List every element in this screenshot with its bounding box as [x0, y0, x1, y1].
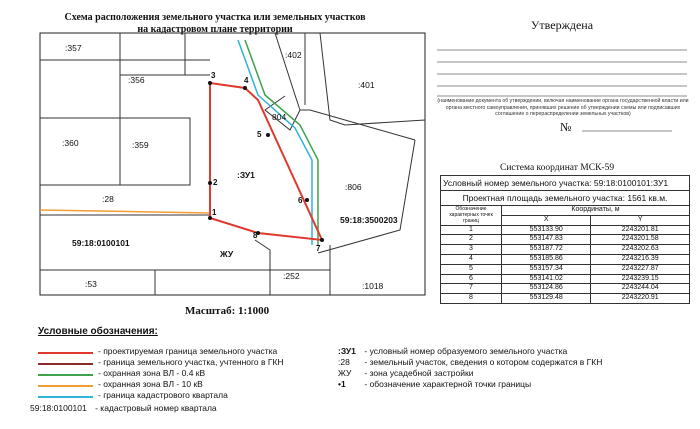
table-area-row: Проектная площадь земельного участка: 1561 кв.м. — [441, 191, 690, 206]
table-row — [441, 294, 690, 304]
row-y: 2243201.81 — [591, 225, 690, 235]
vl10-zone — [40, 210, 210, 213]
row-point: 8 — [441, 294, 502, 304]
row-point: 2 — [441, 235, 502, 245]
row-y: 2243220.91 — [591, 294, 690, 304]
parcel-label-360: :360 — [62, 138, 79, 148]
legend-item-registered — [38, 357, 328, 367]
row-y: 2243239.15 — [591, 274, 690, 284]
legend-swatch — [38, 352, 93, 354]
legend-swatch — [38, 385, 93, 387]
row-x: 553147.83 — [502, 235, 591, 245]
approved-heading: Утверждена — [530, 18, 594, 32]
parcel-label-806: :806 — [345, 182, 362, 192]
legend-symbol: :ЗУ1 — [338, 346, 356, 356]
parcel-label-356: :356 — [128, 75, 145, 85]
row-x: 553185.86 — [502, 254, 591, 264]
legend-text: - проектируемая граница земельного участка — [98, 346, 278, 356]
vl04-zone — [245, 40, 318, 245]
parcel-label-402: :402 — [285, 50, 302, 60]
title-line-1: Схема расположения земельного участка или земельных участков — [64, 12, 366, 23]
table-row — [441, 235, 690, 245]
zone-label-zhu: ЖУ — [220, 249, 234, 259]
legend-item-vl10 — [38, 379, 328, 389]
legend-symbol: :28 — [338, 357, 350, 367]
row-point: 1 — [441, 225, 502, 235]
title-line-2: на кадастровом плане территории — [137, 24, 293, 35]
row-x: 553124.86 — [502, 284, 591, 294]
table-row — [441, 264, 690, 274]
legend-symbol: ЖУ — [338, 368, 352, 378]
legend-text: - условный номер образуемого земельного участка — [364, 346, 568, 356]
table-header-x: X — [502, 215, 591, 225]
row-x: 553157.34 — [502, 264, 591, 274]
approval-note: (наименование документа об утверждении, включая наименование органа государственной власти или органа местного самоуправления, принявших решение об утверждении схемы или подписавших соглашение о перераспределении земельных участков) — [437, 98, 689, 117]
legend-swatch — [38, 363, 93, 365]
legend-text: - граница кадастрового квартала — [98, 390, 228, 400]
quarter-label-left: 59:18:0100101 — [72, 238, 130, 248]
table-row — [441, 284, 690, 294]
boundary-point-6 — [305, 198, 309, 202]
legend-symbol-28 — [338, 357, 602, 367]
table-row — [441, 254, 690, 264]
parcel-label-359: :359 — [132, 140, 149, 150]
map-scale: Масштаб: 1:1000 — [185, 305, 270, 317]
legend-item-quarter-number — [30, 403, 217, 413]
point-label-4: 4 — [244, 76, 249, 85]
boundary-point-4 — [243, 86, 247, 90]
legend-text: - охранная зона ВЛ - 10 кВ — [98, 379, 203, 389]
parcel-label-53: :53 — [85, 279, 97, 289]
legend-symbol: •1 — [338, 379, 346, 389]
point-label-7: 7 — [316, 244, 321, 253]
legend-text: - зона усадебной застройки — [364, 368, 474, 378]
row-y: 2243227.87 — [591, 264, 690, 274]
legend-item-vl04 — [38, 368, 328, 378]
legend-text: - кадастровый номер квартала — [95, 403, 217, 413]
legend-item-quarter-boundary — [38, 390, 328, 400]
row-point: 6 — [441, 274, 502, 284]
parcel-label-1018: :1018 — [362, 281, 384, 291]
legend-text: - охранная зона ВЛ - 0.4 кВ — [98, 368, 206, 378]
parcel-label-401: :401 — [358, 80, 375, 90]
table-row — [441, 225, 690, 235]
boundary-points — [208, 81, 324, 242]
point-label-1: 1 — [212, 208, 217, 217]
legend-symbol-zu1 — [338, 346, 567, 356]
legend-text: - земельный участок, сведения о котором содержатся в ГКН — [364, 357, 603, 367]
row-x: 553141.02 — [502, 274, 591, 284]
legend-swatch — [38, 396, 93, 398]
table-header-coords: Координаты, м — [502, 206, 690, 216]
parcel-label-357: :357 — [65, 43, 82, 53]
row-point: 7 — [441, 284, 502, 294]
point-label-8: 8 — [253, 231, 258, 240]
parcel-label-28: :28 — [102, 194, 114, 204]
row-point: 5 — [441, 264, 502, 274]
table-parcel-row: Условный номер земельного участка: 59:18:0100101:ЗУ1 — [441, 176, 690, 191]
legend-title: Условные обозначения: — [38, 326, 158, 337]
row-y: 2243201.58 — [591, 235, 690, 245]
row-x: 553129.48 — [502, 294, 591, 304]
boundary-point-7 — [320, 238, 324, 242]
row-y: 2243216.39 — [591, 254, 690, 264]
point-label-6: 6 — [298, 196, 303, 205]
parcel-label-252: :252 — [283, 271, 300, 281]
point-label-3: 3 — [211, 71, 216, 80]
legend-symbol-zhu — [338, 368, 473, 378]
parcel-label-804: 804 — [272, 112, 287, 122]
row-y: 2243202.63 — [591, 245, 690, 255]
coordinate-system-title: Система координат МСК-59 — [500, 163, 615, 173]
legend-quarter-sample: 59:18:0100101 — [30, 403, 87, 413]
legend-symbol-point — [338, 379, 531, 389]
table-row — [441, 274, 690, 284]
table-header-points: Обозначение характерных точек границ — [441, 206, 502, 226]
table-row — [441, 245, 690, 255]
legend-item-projected — [38, 346, 328, 356]
boundary-point-2 — [208, 181, 212, 185]
row-x: 553133.90 — [502, 225, 591, 235]
approval-number-sign: № — [560, 120, 572, 134]
point-label-2: 2 — [213, 178, 218, 187]
point-label-5: 5 — [257, 130, 262, 139]
quarter-label-right: 59:18:3500203 — [340, 215, 398, 225]
row-point: 3 — [441, 245, 502, 255]
legend-text: - граница земельного участка, учтенного в ГКН — [98, 357, 284, 367]
row-x: 553187.72 — [502, 245, 591, 255]
row-y: 2243244.04 — [591, 284, 690, 294]
row-point: 4 — [441, 254, 502, 264]
table-header-y: Y — [591, 215, 690, 225]
boundary-point-3 — [208, 81, 212, 85]
parcel-label-zu1: :ЗУ1 — [237, 170, 255, 180]
projected-parcel-boundary — [210, 83, 322, 240]
boundary-point-5 — [266, 133, 270, 137]
coordinates-table — [440, 175, 690, 304]
legend-swatch — [38, 374, 93, 376]
legend-text: - обозначение характерной точки границы — [364, 379, 532, 389]
quarter-boundary-line — [238, 40, 312, 245]
